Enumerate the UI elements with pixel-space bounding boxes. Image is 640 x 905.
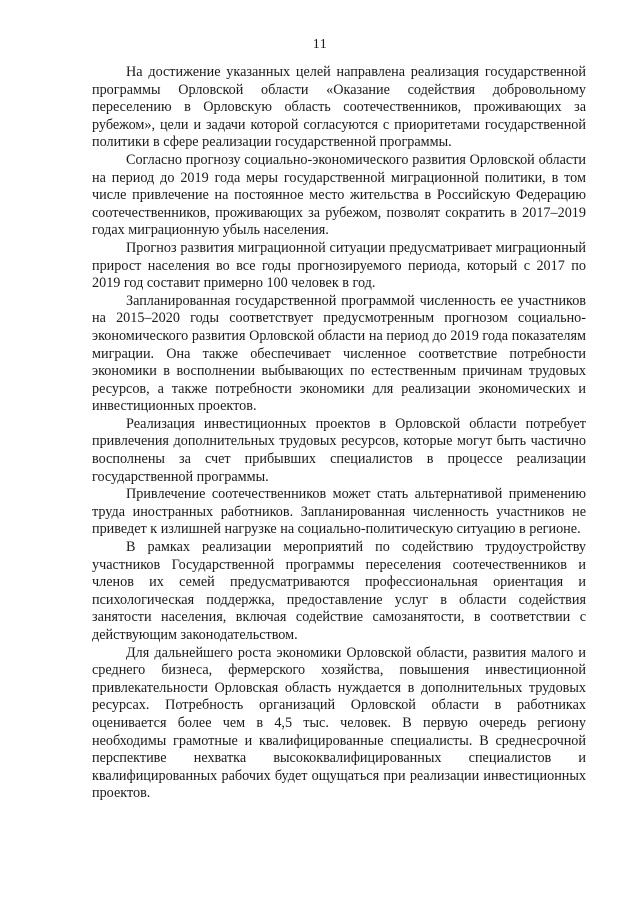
paragraph-forecast-migration-policy: Согласно прогнозу социально-экономического развития Орловской области на период до 2019 года меры государственной миграционной политики, в том числе привлечение на постоянное место жительства в Российскую Федерацию соотечественников, проживающих за рубежом, позволят сократить в 2017–2019 годах миграционную убыль населения.: [92, 151, 586, 239]
paragraph-investment-projects: Реализация инвестиционных проектов в Орловской области потребует привлечения дополнительных трудовых ресурсов, которые могут быть частично восполнены за счет прибывших специалистов в процессе реализации государственной программы.: [92, 415, 586, 485]
paragraph-migration-growth-forecast: Прогноз развития миграционной ситуации предусматривает миграционный прирост населения во все годы прогнозируемого периода, который с 2017 по 2019 год составит примерно 100 человек в год.: [92, 239, 586, 292]
paragraph-economic-growth-needs: Для дальнейшего роста экономики Орловской области, развития малого и среднего бизнеса, фермерского хозяйства, повышения инвестиционной привлекательности Орловская область нуждается в дополнительных трудовых ресурсах. Потребность организаций Орловской области в работниках оценивается более чем в 4,5 тыс. человек. В первую очередь региону необходимы грамотные и квалифицированные специалисты. В среднесрочной перспективе нехватка высококвалифицированных специалистов и квалифицированных рабочих будет ощущаться при реализации инвестиционных проектов.: [92, 644, 586, 802]
paragraph-planned-participants: Запланированная государственной программой численность ее участников на 2015–2020 годы соответствует предусмотренным прогнозом социально-экономического развития Орловской области на период до 2019 года показателям миграции. Она также обеспечивает численное соответствие потребности экономики в восполнении выбывающих по естественным причинам трудовых ресурсов, а также потребности экономики для реализации экономических и инвестиционных проектов.: [92, 292, 586, 415]
page-number: 11: [312, 37, 328, 52]
paragraph-compatriots-alternative: Привлечение соотечественников может стать альтернативой применению труда иностранных работников. Запланированная численность участников не приведет к излишней нагрузке на социально-политическую ситуацию в регионе.: [92, 486, 586, 538]
document-body: [92, 64, 586, 803]
paragraph-program-goals: На достижение указанных целей направлена реализация государственной программы Орловской области «Оказание содействия добровольному переселению в Орловскую область соотечественников, проживающих за рубежом», цели и задачи которой согласуются с приоритетами государственной политики в сфере реализации государственной программы.: [92, 64, 586, 151]
paragraph-employment-assistance: В рамках реализации мероприятий по содействию трудоустройству участников Государственной программы переселения соотечественников и членов их семей предусматриваются профессиональная ориентация и психологическая поддержка, предоставление услуг в области содействия занятости населения, включая содействие самозанятости, в соответствии с действующим законодательством.: [92, 539, 586, 643]
